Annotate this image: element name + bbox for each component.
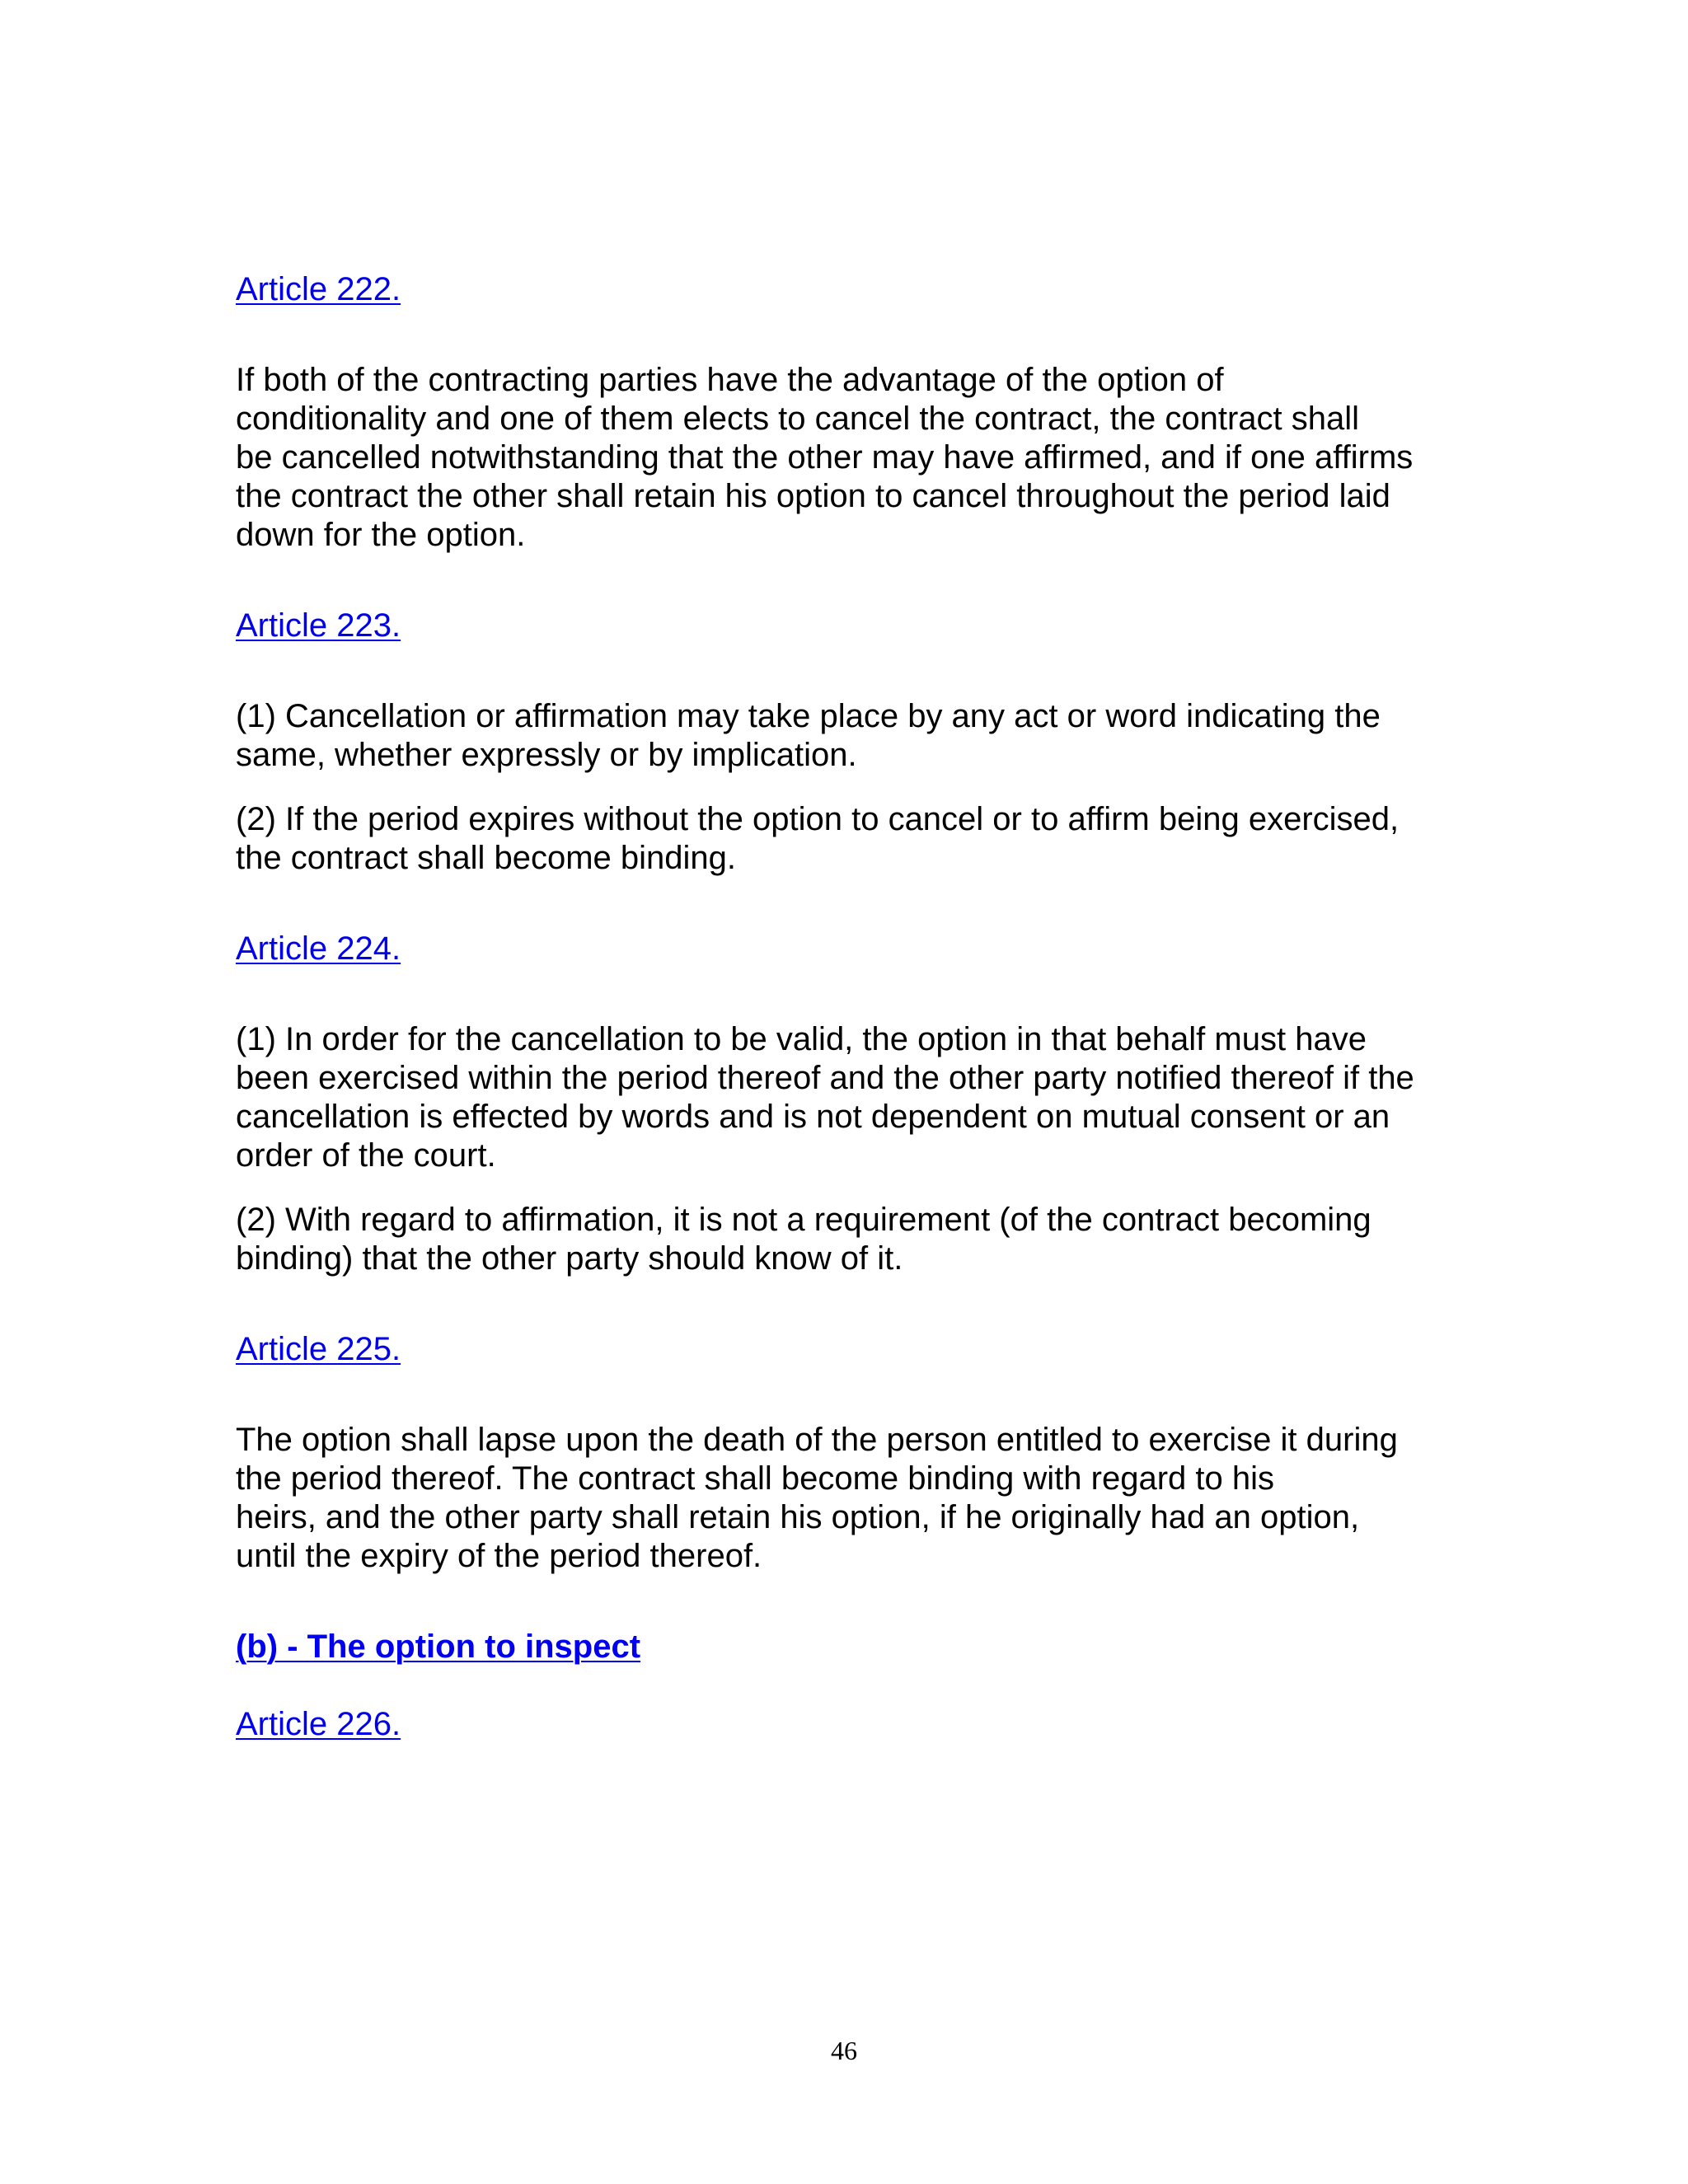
- article-223-paragraph-1: [236, 697, 1472, 775]
- article-224-link[interactable]: Article 224.: [236, 930, 401, 967]
- text-line: If both of the contracting parties have the advantage of the option of: [236, 362, 1224, 398]
- text-line: same, whether expressly or by implication.: [236, 737, 857, 773]
- text-line: the period thereof. The contract shall become binding with regard to his: [236, 1460, 1274, 1497]
- text-line: been exercised within the period thereof and the other party notified thereof if the: [236, 1060, 1414, 1096]
- article-224-paragraph-2: [236, 1201, 1472, 1278]
- text-line: be cancelled notwithstanding that the other may have affirmed, and if one affirms: [236, 439, 1414, 476]
- text-line: (2) If the period expires without the option to cancel or to affirm being exercised,: [236, 801, 1400, 837]
- document-body: [236, 270, 1472, 1744]
- text-line: conditionality and one of them elects to cancel the contract, the contract shall: [236, 401, 1360, 437]
- text-line: (2) With regard to affirmation, it is not a requirement (of the contract becoming: [236, 1202, 1372, 1238]
- text-line: heirs, and the other party shall retain his option, if he originally had an option,: [236, 1499, 1360, 1535]
- page-number: 46: [831, 2036, 857, 2065]
- subsection-option-to-inspect-link[interactable]: (b) - The option to inspect: [236, 1629, 641, 1665]
- article-223-paragraph-2: [236, 800, 1472, 878]
- text-line: cancellation is effected by words and is not dependent on mutual consent or an: [236, 1099, 1390, 1135]
- text-line: (1) In order for the cancellation to be valid, the option in that behalf must have: [236, 1021, 1367, 1057]
- text-line: until the expiry of the period thereof.: [236, 1538, 762, 1574]
- text-line: (1) Cancellation or affirmation may take place by any act or word indicating the: [236, 698, 1381, 734]
- article-225-link[interactable]: Article 225.: [236, 1331, 401, 1367]
- text-line: the contract the other shall retain his option to cancel throughout the period laid: [236, 478, 1390, 514]
- text-line: binding) that the other party should know of it.: [236, 1240, 903, 1277]
- article-224-paragraph-1: [236, 1020, 1472, 1175]
- article-222-paragraph-1: [236, 361, 1472, 555]
- article-222-link[interactable]: Article 222.: [236, 271, 401, 307]
- text-line: order of the court.: [236, 1137, 496, 1174]
- text-line: the contract shall become binding.: [236, 840, 737, 876]
- text-line: down for the option.: [236, 517, 526, 553]
- text-line: The option shall lapse upon the death of the person entitled to exercise it during: [236, 1422, 1398, 1458]
- article-223-link[interactable]: Article 223.: [236, 607, 401, 644]
- article-225-paragraph-1: [236, 1421, 1472, 1576]
- article-226-link[interactable]: Article 226.: [236, 1706, 401, 1742]
